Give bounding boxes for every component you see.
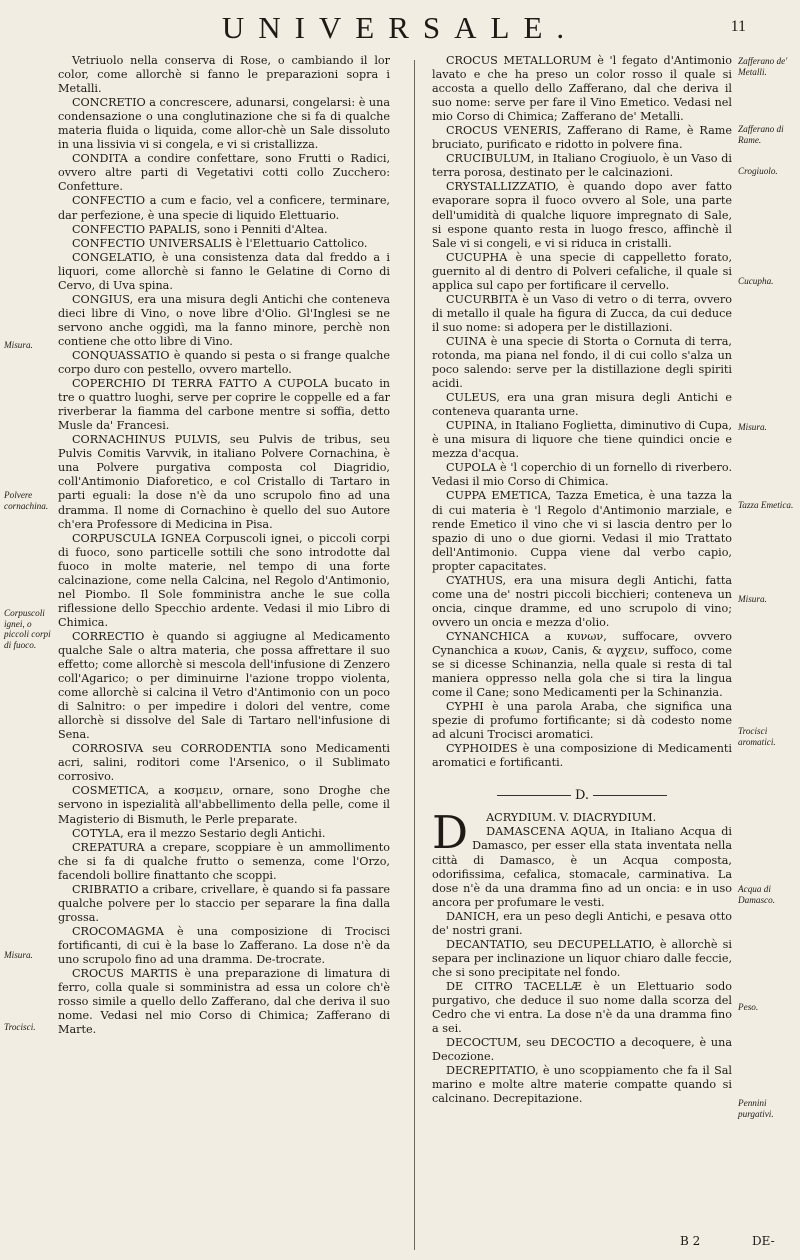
dictionary-entry: CORPUSCULA IGNEA Corpuscoli ignei, o piccoli corpi di fuoco, sono particelle sottili che sono introdotte dal fuoco in molte materie, nel tempo di una forte calcinazione, come nella Calcina, nel Regolo d'Antimonio, nel Piombo. Il Sole fomministra anche le sue colla riflessione dello Specchio ardente. Vedasi il mio Libro di Chimica. <box>58 531 390 629</box>
dictionary-entry: COTYLA, era il mezzo Sestario degli Antichi. <box>72 826 326 840</box>
dictionary-entry: CULEUS, era una gran misura degli Antichi e conteneva quaranta urne. <box>432 391 732 419</box>
column-divider <box>414 60 415 1250</box>
dictionary-entry: CRIBRATIO a cribare, crivellare, è quando si fa passare qualche polvere per lo staccio per separare la fina dalla grossa. <box>58 882 390 924</box>
dictionary-entry: Vetriuolo nella conserva di Rose, o cambiando il lor color, come allorchè si fanno le preparazioni sopra i Metalli. <box>58 54 390 96</box>
margin-note: Cucupha. <box>738 276 774 286</box>
dictionary-entry: CROCOMAGMA è una composizione di Trocisci fortificanti, di cui è la base lo Zafferano. La dose n'è da uno scrupolo fino ad una dramma. De-trocrate. <box>58 924 390 966</box>
dictionary-entry: DAMASCENA AQUA, in Italiano Acqua di Damasco, per esser ella stata inventata nella città di Damasco, è un Acqua composta, odorifissima, cefalica, stomacale, carminativa. La dose n'è da una dramma fino ad un oncia: e in uso ancora per profumare le vesti. <box>432 825 732 909</box>
right-column <box>432 54 732 1106</box>
margin-note: Corpuscoli ignei, o piccoli corpi di fuoco. <box>4 608 51 650</box>
signature-mark: B 2 <box>680 1234 701 1248</box>
margin-note: Misura. <box>738 422 767 432</box>
dictionary-entry: CROCUS METALLORUM è 'l fegato d'Antimonio lavato e che ha preso un color rosso il quale si accosta a quello dello Zafferano, dal che deriva il suo nome: serve per fare il Vino Emetico. Vedasi nel mio Corso di Chimica; Zafferano de' Metalli. <box>432 54 732 124</box>
dictionary-entry: CORROSIVA seu CORRODENTIA sono Medicamenti acri, salini, roditori come l'Arsenico, o il Sublimato corrosivo. <box>58 742 390 784</box>
dictionary-entry: CONGELATIO, è una consistenza data dal freddo a i liquori, come allorchè si fanno le Gelatine di Corno di Cervo, di Uva spina. <box>58 250 390 292</box>
running-title: UNIVERSALE. <box>221 10 579 45</box>
dictionary-entry: CUINA è una specie di Storta o Cornuta di terra, rotonda, ma piana nel fondo, il di cui collo s'alza un poco salendo: serve per la distillazione degli spiriti acidi. <box>432 334 732 391</box>
dictionary-entry: DANICH, era un peso degli Antichi, e pesava otto de' nostri grani. <box>432 909 732 937</box>
dictionary-entry: CONFECTIO PAPALIS, sono i Penniti d'Altea. <box>72 222 328 236</box>
dictionary-entry: CONDITA a condire confettare, sono Frutti o Radici, ovvero altre parti di Vegetativi cotti collo Zucchero: Confetture. <box>58 152 390 194</box>
dictionary-entry: CROCUS VENERIS, Zafferano di Rame, è Rame bruciato, purificato e ridotto in polvere fina. <box>432 124 732 152</box>
dictionary-entry: ACRYDIUM. V. DIACRYDIUM. <box>486 811 657 825</box>
dictionary-entry: CYPHOIDES è una composizione di Medicamenti aromatici e fortificanti. <box>432 742 732 770</box>
dictionary-entry: CRUCIBULUM, in Italiano Crogiuolo, è un Vaso di terra porosa, destinato per le calcinazioni. <box>432 152 732 180</box>
dictionary-entry: CYNANCHICA a κυνων, suffocare, ovvero Cynanchica a κυων, Canis, & αγχειν, suffoco, come se si dicesse Schinanzia, nella quale si resta di tal maniera oppresso nella gola che si tira la lingua come il Cane; sono Medicamenti per la Schinanzia. <box>432 629 732 700</box>
dictionary-entry: CONQUASSATIO è quando si pesta o si frange qualche corpo duro con pestello, ovvero martello. <box>58 348 390 377</box>
dictionary-entry: DE CITRO TACELLÆ è un Elettuario sodo purgativo, che deduce il suo nome dalla scorza del Cedro che vi entra. La dose n'è da una dramma fino a sei. <box>432 979 732 1036</box>
section-d-entries <box>432 806 732 1106</box>
dictionary-entry: CONGIUS, era una misura degli Antichi che conteneva dieci libre di Vino, o nove libre d'Olio. Gl'Inglesi se ne servono anche oggidì, ma la fanno minore, perchè non contiene che otto libre di Vino. <box>58 292 390 348</box>
dictionary-entry: COPERCHIO DI TERRA FATTO A CUPOLA bucato in tre o quattro luoghi, serve per coprire le coppelle ed a far riverberar la fiamma del carbone mentre si soffia, detto Musle da' Francesi. <box>58 377 390 433</box>
margin-note: Pennini purgativi. <box>738 1098 774 1119</box>
dictionary-entry: CRYSTALLIZZATIO, è quando dopo aver fatto evaporare sopra il fuoco ovvero al Sole, una parte dell'umidità di qualche liquore impregnato di Sale, si espone quanto resta in luogo fresco, affinchè il Sale vi si congeli, e vi si riduca in cristalli. <box>432 180 732 250</box>
dictionary-entry: COSMETICA, a κοσμειν, ornare, sono Droghe che servono in ispezialità all'abbellimento della pelle, come il Magisterio di Bismuth, le Perle preparate. <box>58 784 390 826</box>
margin-note: Trocisci. <box>4 1022 36 1032</box>
dictionary-entry: DECANTATIO, seu DECUPELLATIO, è allorchè si separa per inclinazione un liquor chiaro dalle feccie, che si sono precipitate nel fondo. <box>432 937 732 979</box>
margin-note: Zafferano de' Metalli. <box>738 56 788 77</box>
margin-note: Peso. <box>738 1002 759 1012</box>
margin-note: Polvere cornachina. <box>4 490 49 511</box>
dictionary-entry: CYPHI è una parola Araba, che significa una spezie di profumo fortificante; si dà codesto nome ad alcuni Trocisci aromatici. <box>432 700 732 742</box>
section-heading <box>432 788 732 803</box>
right-column-entries <box>432 54 732 770</box>
dictionary-entry: CUPINA, in Italiano Foglietta, diminutivo di Cupa, è una misura di liquore che tiene quindici oncie e mezza d'acqua. <box>432 419 732 461</box>
dictionary-entry: CONCRETIO a concrescere, adunarsi, congelarsi: è una condensazione o una conglutinazione che si fa di qualche materia fluida o liquida, come allor-chè un Sale dissoluto in una lissivia vi si congela, e vi si cristallizza. <box>58 96 390 152</box>
page-footer <box>0 1234 800 1254</box>
margin-note: Misura. <box>4 340 33 350</box>
dictionary-entry: DECREPITATIO, è uno scoppiamento che fa il Sal marino e molte altre materie compatte quando si calcinano. Decrepitazione. <box>432 1064 732 1106</box>
catchword: DE- <box>752 1234 775 1248</box>
margin-note: Trocisci aromatici. <box>738 726 776 747</box>
left-column <box>58 54 390 1037</box>
dictionary-entry: CONFECTIO UNIVERSALIS è l'Elettuario Cattolico. <box>72 236 368 250</box>
dictionary-entry: DECOCTUM, seu DECOCTIO a decoquere, è una Decozione. <box>432 1036 732 1064</box>
margin-note: Misura. <box>738 594 767 604</box>
dictionary-entry: CORRECTIO è quando si aggiugne al Medicamento qualche Sale o altra materia, che possa affrettare il suo effetto; come allorchè si mescola dell'infusione di Zenzero coll'Agarico; o per diminuirne l'azione troppo violenta, come allorchè si calcina il Vetro d'Antimonio con un poco di Salnitro: o per impedire i dolori del ventre, come allorchè si dissolve del Sale di Tartaro nell'infusione di Sena. <box>58 629 390 742</box>
page-number: 11 <box>730 18 746 35</box>
dictionary-entry: CORNACHINUS PULVIS, seu Pulvis de tribus, seu Pulvis Comitis Varvvik, in italiano Polvere Cornachina, è una Polvere purgativa composta col Diagridio, coll'Antimonio Diaforetico, e col Cristallo di Tartaro in parti eguali: la dose n'è da uno scrupolo fino ad una dramma. Il nome di Cornachino è quello del suo Autore ch'era Professore di Medicina in Pisa. <box>58 433 390 531</box>
drop-cap: D <box>432 806 469 860</box>
margin-note: Tazza Emetica. <box>738 500 794 510</box>
dictionary-entry: CUPPA EMETICA, Tazza Emetica, è una tazza la di cui materia è 'l Regolo d'Antimonio marziale, e rende Emetico il vino che vi si lascia dentro per lo spazio di uno o due giorni. Vedasi il mio Trattato dell'Antimonio. Cuppa viene dal verbo capio, propter capacitates. <box>432 489 732 573</box>
page-header <box>0 10 800 50</box>
section-letter: D. <box>574 788 590 804</box>
margin-note: Crogiuolo. <box>738 166 778 176</box>
dictionary-entry: CREPATURA a crepare, scoppiare è un ammollimento che si fa di qualche frutto o semenza, come l'Orzo, facendoli bollire finattanto che scoppi. <box>58 840 390 882</box>
margin-note: Zafferano di Rame. <box>738 124 784 145</box>
dictionary-entry: CUCURBITA è un Vaso di vetro o di terra, ovvero di metallo il quale ha figura di Zucca, da cui deduce il suo nome: si adopera per le distillazioni. <box>432 292 732 334</box>
dictionary-entry: CYATHUS, era una misura degli Antichi, fatta come una de' nostri piccoli bicchieri; conteneva un oncia, cinque dramme, ed uno scrupolo di vino; ovvero un oncia e mezza d'olio. <box>432 573 732 629</box>
dictionary-entry: CUPOLA è 'l coperchio di un fornello di riverbero. Vedasi il mio Corso di Chimica. <box>432 461 732 489</box>
dictionary-entry: CROCUS MARTIS è una preparazione di limatura di ferro, colla quale si somministra ad essa un colore ch'è rosso simile a quello dello Zafferano, dal che deriva il suo nome. Vedasi nel mio Corso di Chimica; Zafferano di Marte. <box>58 967 390 1037</box>
dictionary-entry: CUCUPHA è una specie di cappelletto forato, guernito al di dentro di Polveri cefaliche, il quale si applica sul capo per fortificare il cervello. <box>432 250 732 292</box>
margin-note: Acqua di Damasco. <box>738 884 776 905</box>
margin-note: Misura. <box>4 950 33 960</box>
dictionary-entry: CONFECTIO a cum e facio, vel a conficere, terminare, dar perfezione, è una specie di liquido Elettuario. <box>58 194 390 222</box>
